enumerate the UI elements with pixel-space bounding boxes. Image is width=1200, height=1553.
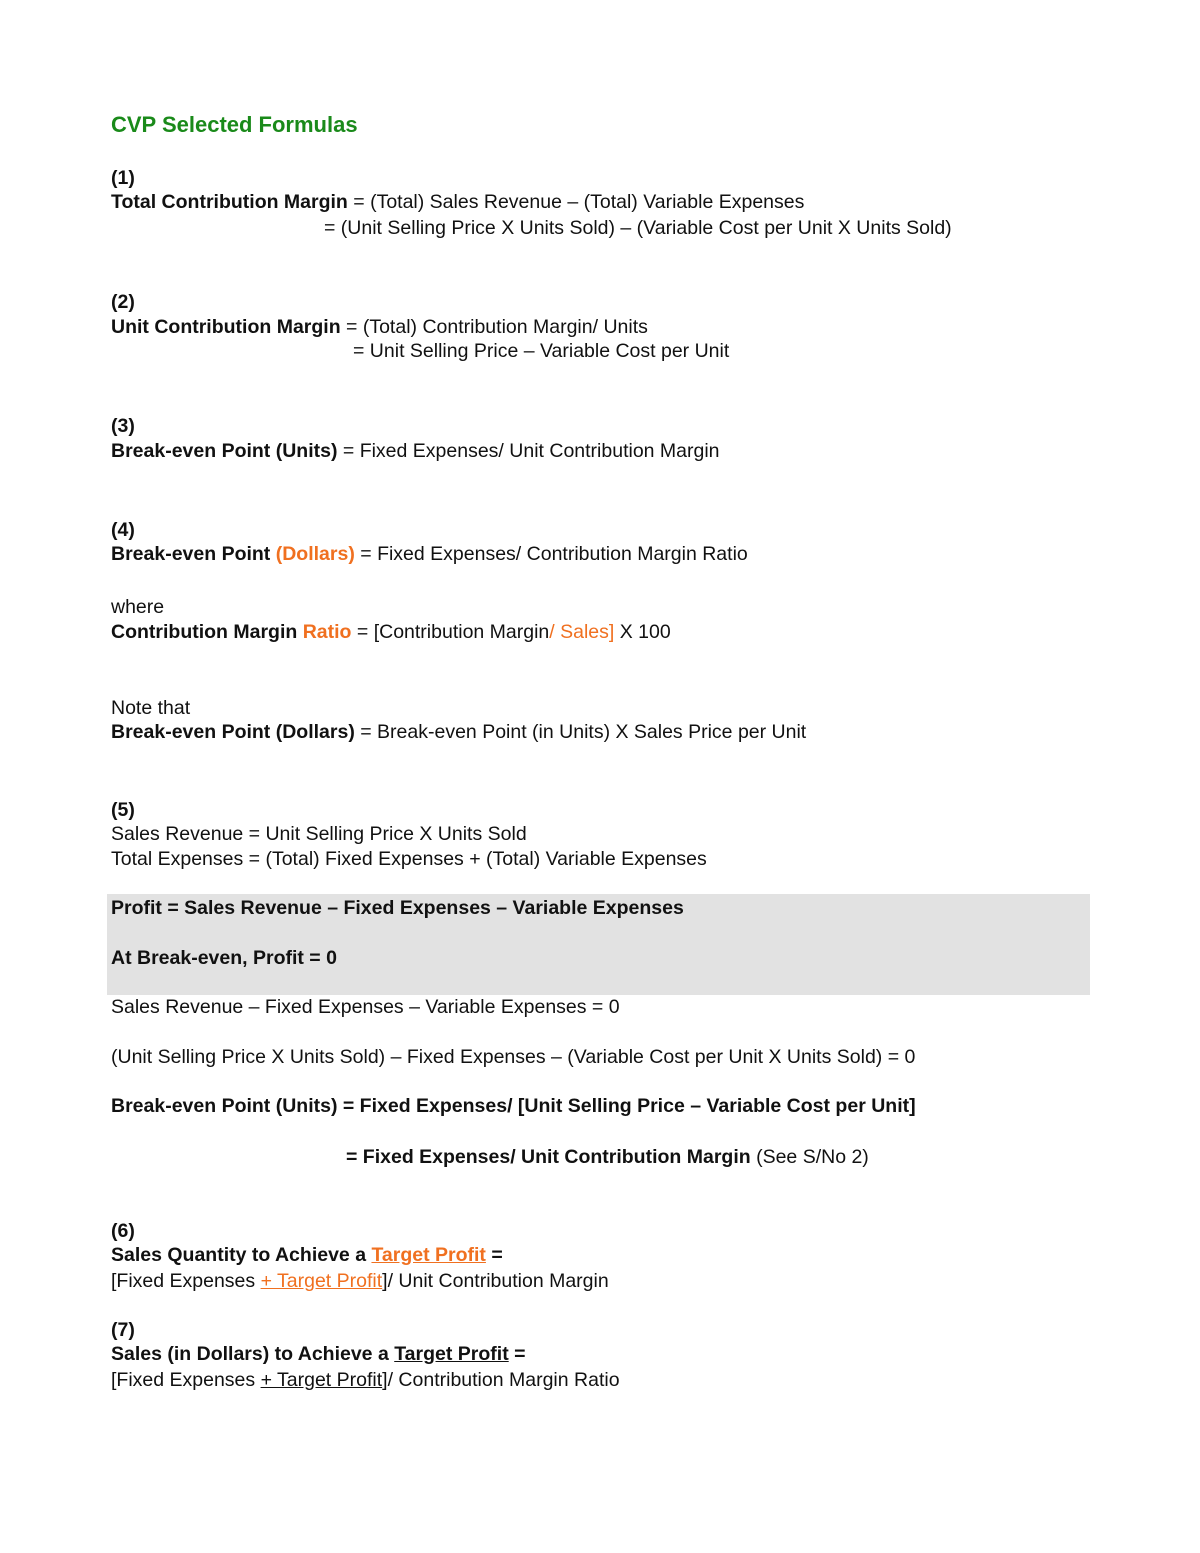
section-6-formula: [Fixed Expenses + Target Profit]/ Unit Contribution Margin <box>111 1270 609 1292</box>
total-expenses-formula: Total Expenses = (Total) Fixed Expenses + (Total) Variable Expenses <box>111 848 707 870</box>
section-6-number: (6) <box>111 1220 135 1242</box>
section-2-formula-cont: = Unit Selling Price – Variable Cost per Unit <box>353 340 730 362</box>
bep-units-result: = Fixed Expenses/ Unit Contribution Margin (See S/No 2) <box>346 1146 869 1168</box>
section-7-heading: Sales (in Dollars) to Achieve a Target Profit = <box>111 1343 526 1365</box>
section-4-formula: Break-even Point (Dollars) = Fixed Expenses/ Contribution Margin Ratio <box>111 543 748 565</box>
note-label: Note that <box>111 697 191 719</box>
section-4-number: (4) <box>111 519 135 541</box>
sales-revenue-formula: Sales Revenue = Unit Selling Price X Units Sold <box>111 823 527 845</box>
profit-formula: Profit = Sales Revenue – Fixed Expenses – Variable Expenses <box>111 897 684 919</box>
page-title: CVP Selected Formulas <box>111 112 358 137</box>
term: Total Contribution Margin <box>111 191 348 213</box>
section-1-formula: Total Contribution Margin = (Total) Sales Revenue – (Total) Variable Expenses <box>111 191 805 213</box>
section-1-formula-cont: = (Unit Selling Price X Units Sold) – (Variable Cost per Unit X Units Sold) <box>324 217 952 239</box>
note-formula: Break-even Point (Dollars) = Break-even Point (in Units) X Sales Price per Unit <box>111 721 807 743</box>
section-7-formula: [Fixed Expenses + Target Profit]/ Contribution Margin Ratio <box>111 1369 620 1391</box>
section-3-number: (3) <box>111 415 135 437</box>
bep-units-derivation: Break-even Point (Units) = Fixed Expenses/ [Unit Selling Price – Variable Cost per Unit] <box>111 1095 916 1117</box>
term: Break-even Point (Units) <box>111 440 338 462</box>
derivation-line-2: (Unit Selling Price X Units Sold) – Fixed Expenses – (Variable Cost per Unit X Units Sold) = 0 <box>111 1046 916 1068</box>
cm-ratio-formula: Contribution Margin Ratio = [Contribution Margin/ Sales] X 100 <box>111 621 671 643</box>
section-1-number: (1) <box>111 167 135 189</box>
section-2-formula: Unit Contribution Margin = (Total) Contribution Margin/ Units <box>111 316 648 338</box>
derivation-line-1: Sales Revenue – Fixed Expenses – Variable Expenses = 0 <box>111 996 620 1018</box>
section-6-heading: Sales Quantity to Achieve a Target Profit = <box>111 1244 503 1266</box>
section-2-number: (2) <box>111 291 135 313</box>
section-5-number: (5) <box>111 799 135 821</box>
section-3-formula: Break-even Point (Units) = Fixed Expenses/ Unit Contribution Margin <box>111 440 720 462</box>
section-7-number: (7) <box>111 1319 135 1341</box>
break-even-profit-line: At Break-even, Profit = 0 <box>111 947 337 969</box>
term: Unit Contribution Margin <box>111 316 341 338</box>
where-label: where <box>111 596 165 618</box>
